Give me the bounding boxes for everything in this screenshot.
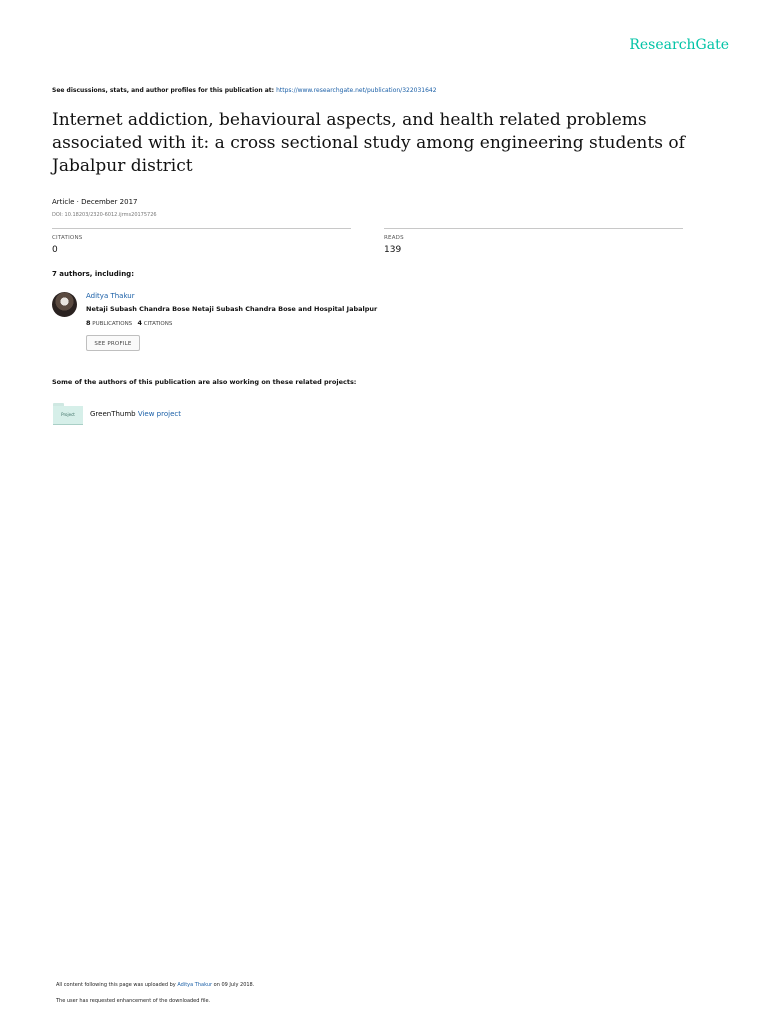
- citations-label: CITATIONS: [52, 235, 83, 241]
- related-projects-heading: Some of the authors of this publication are also working on these related projects:: [52, 378, 357, 386]
- uploader-link[interactable]: Aditya Thakur: [177, 982, 213, 988]
- project-name: GreenThumb: [90, 410, 136, 418]
- authors-heading: 7 authors, including:: [52, 270, 134, 278]
- publication-url-link[interactable]: https://www.researchgate.net/publication/322031642: [276, 87, 437, 94]
- upload-note-suffix: on 09 July 2018.: [213, 982, 255, 988]
- see-profile-button[interactable]: SEE PROFILE: [86, 335, 140, 351]
- author-stats: [86, 319, 172, 327]
- researchgate-logo[interactable]: ResearchGate: [629, 37, 729, 53]
- reads-value: 139: [384, 245, 402, 255]
- author-name-link[interactable]: Aditya Thakur: [86, 292, 135, 300]
- author-publications-count: 8: [86, 319, 91, 327]
- upload-note-prefix: All content following this page was uploaded by: [56, 982, 176, 988]
- see-discussions-text: See discussions, stats, and author profiles for this publication at:: [52, 87, 275, 94]
- author-avatar[interactable]: [52, 292, 77, 317]
- author-citations-label: CITATIONS: [143, 321, 173, 327]
- upload-note: [56, 982, 254, 988]
- reads-label: READS: [384, 235, 404, 241]
- project-folder-icon: [53, 403, 83, 425]
- project-icon-label: Project: [61, 412, 75, 417]
- citations-value: 0: [52, 245, 58, 255]
- citations-divider: [52, 228, 351, 229]
- view-project-link[interactable]: View project: [137, 410, 181, 418]
- author-citations-count: 4: [137, 319, 142, 327]
- article-title: Internet addiction, behavioural aspects, and health related problems associated with it: a cross sectional study among engineering students of Jabalpur district: [52, 110, 685, 176]
- publication-url-line: [52, 87, 437, 94]
- article-doi: DOI: 10.18203/2320-6012.ijrms20175726: [52, 212, 157, 218]
- related-project-item: [90, 410, 181, 418]
- enhancement-note: The user has requested enhancement of the downloaded file.: [56, 998, 211, 1004]
- author-institution: Netaji Subash Chandra Bose Netaji Subash Chandra Bose and Hospital Jabalpur: [86, 305, 378, 313]
- author-publications-label: PUBLICATIONS: [92, 321, 133, 327]
- reads-divider: [384, 228, 683, 229]
- article-type-date: Article · December 2017: [52, 198, 138, 206]
